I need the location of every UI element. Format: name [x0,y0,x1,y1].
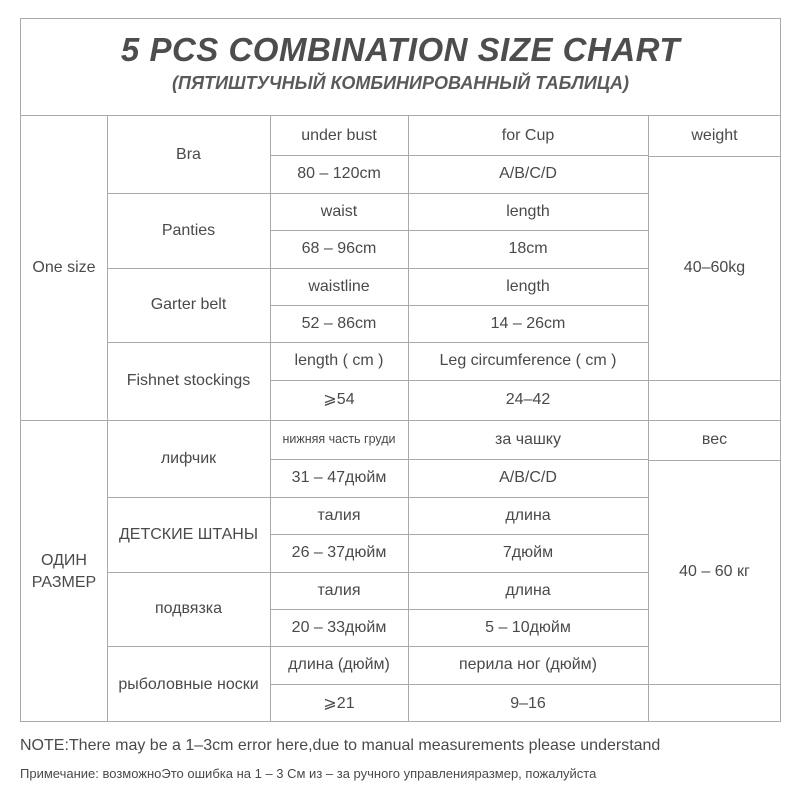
garter-length-label-ru: длина [505,581,551,599]
garter-measure-label-ru: талия [317,581,361,599]
stockings-circumference-label-ru: перила ног (дюйм) [458,656,598,674]
garter-length-value-ru: 5 – 10дюйм [485,618,571,636]
bra-measure-label-ru: нижняя часть груди [282,432,396,447]
bra-cup-value-ru: A/B/C/D [499,469,557,487]
panties-measure-label-ru: талия [317,506,361,524]
weight-value-ru: 40 – 60 кг [679,563,750,581]
panties-measure-label: waist [320,202,358,220]
chart-header [21,19,780,116]
weight-value-en: 40–60kg [683,259,746,277]
item-garter-belt: Garter belt [150,296,227,314]
bra-measure-value: 80 – 120cm [297,165,381,183]
note-russian: Примечание: возможноЭто ошибка на 1 – 3 См из – за ручного управленияразмер, пожалуйста [20,766,597,781]
garter-measure-label: waistline [308,277,370,295]
bra-cup-label-ru: за чашку [495,430,561,448]
stockings-measure-label: length ( cm ) [294,352,384,370]
stockings-measure-value: ⩾54 [323,391,355,409]
panties-length-value-ru: 7дюйм [502,544,554,562]
stockings-circumference-label: Leg circumference ( cm ) [439,352,617,370]
bra-measure-label: under bust [301,126,377,144]
garter-measure-value-ru: 20 – 33дюйм [291,618,387,636]
weight-label-en: weight [691,127,738,145]
size-chart-table [20,18,781,722]
panties-measure-value: 68 – 96cm [301,240,377,258]
item-panties-ru: ДЕТСКИЕ ШТАНЫ [118,525,259,543]
item-fishnet-stockings-ru: рыболовные носки [118,675,259,693]
stockings-circumference-value-ru: 9–16 [510,694,546,712]
item-bra-ru: лифчик [160,449,217,467]
divider-weight [648,380,781,381]
chart-subtitle: (ПЯТИШТУЧНЫЙ КОМБИНИРОВАННЫЙ ТАБЛИЦА) [172,73,629,93]
bra-measure-value-ru: 31 – 47дюйм [291,469,387,487]
garter-length-value: 14 – 26cm [490,314,566,332]
size-label-en: One size [32,259,96,277]
stockings-measure-label-ru: длина (дюйм) [288,656,390,674]
item-panties: Panties [161,221,216,239]
weight-label-ru: вес [701,431,728,449]
stockings-measure-value-ru: ⩾21 [323,694,355,712]
size-label-ru: ОДИН РАЗМЕР [31,551,97,591]
stockings-circumference-value: 24–42 [505,391,551,409]
panties-length-label-ru: длина [505,506,551,524]
panties-length-value: 18cm [508,240,548,258]
item-bra: Bra [176,145,201,163]
item-fishnet-stockings: Fishnet stockings [126,372,251,390]
chart-title: 5 PCS COMBINATION SIZE CHART [120,31,681,68]
panties-length-label: length [506,202,550,220]
item-garter-belt-ru: подвязка [154,600,223,618]
garter-measure-value: 52 – 86cm [301,314,377,332]
bra-cup-label: for Cup [501,126,555,144]
panties-measure-value-ru: 26 – 37дюйм [291,544,387,562]
divider-weight [648,684,781,685]
garter-length-label: length [506,277,550,295]
note-english: NOTE:There may be a 1–3cm error here,due to manual measurements please understand [20,737,661,754]
bra-cup-value: A/B/C/D [499,165,557,183]
